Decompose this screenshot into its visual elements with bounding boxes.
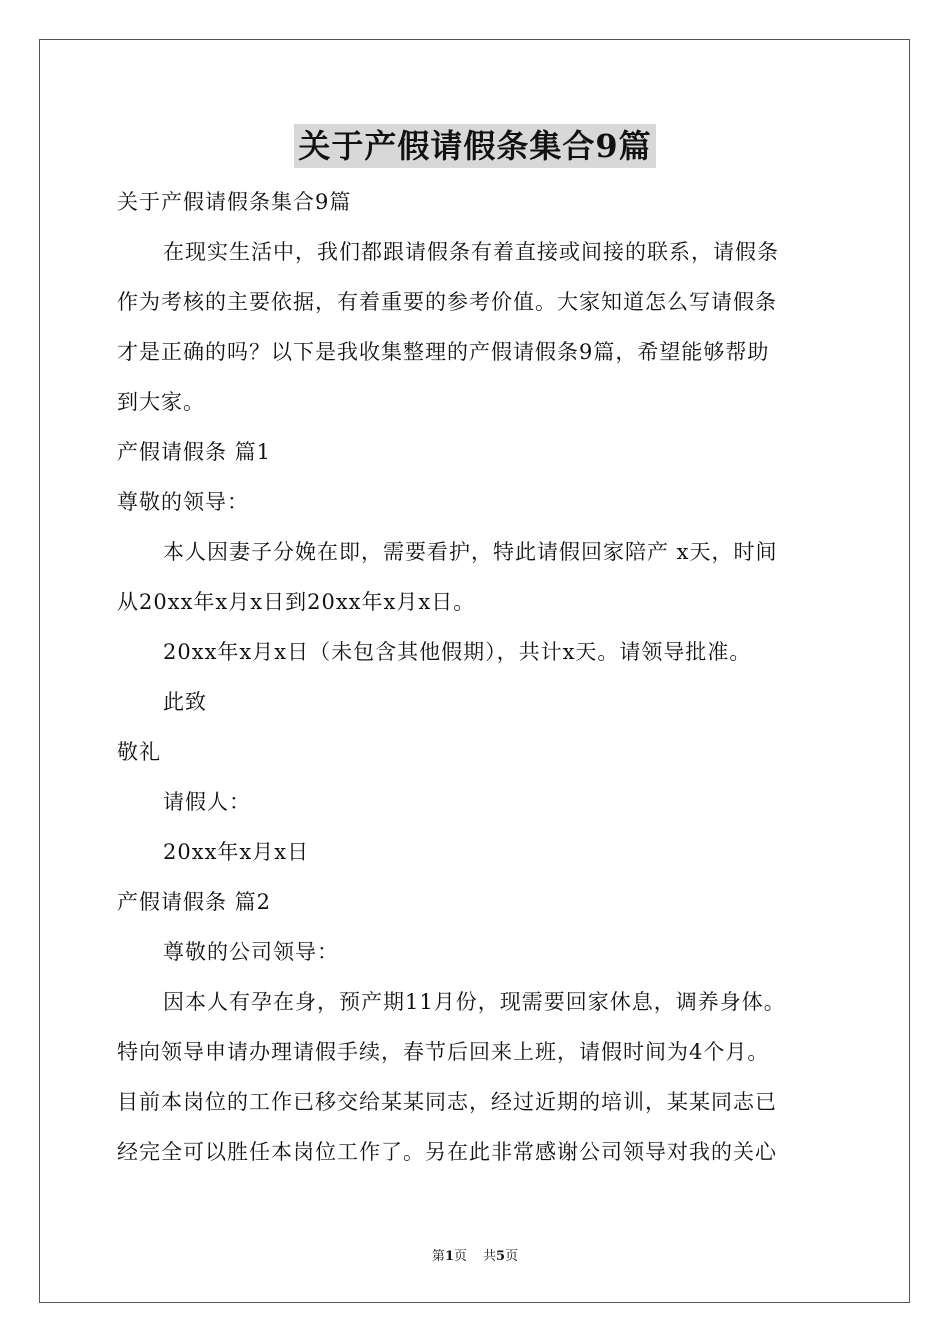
text-line: 才是正确的吗？以下是我收集整理的产假请假条9篇，希望能够帮助 — [117, 340, 770, 364]
text-line: 尊敬的领导： — [117, 490, 249, 514]
text-line: 尊敬的公司领导： — [163, 940, 339, 964]
text-line: 到大家。 — [117, 390, 205, 414]
text-line: 20xx年x月x日 — [163, 840, 310, 864]
total-label-prefix: 共 — [483, 1249, 497, 1264]
text-line: 产假请假条 篇1 — [117, 440, 272, 464]
page-label-prefix: 第 — [431, 1249, 445, 1264]
text-line: 在现实生活中，我们都跟请假条有着直接或间接的联系，请假条 — [163, 240, 779, 264]
page-number: 1 — [444, 1249, 454, 1264]
page-footer — [0, 1248, 950, 1266]
title-wrap — [0, 124, 950, 168]
text-line: 本人因妻子分娩在即，需要看护，特此请假回家陪产 x天，时间 — [163, 540, 778, 564]
text-line: 产假请假条 篇2 — [117, 890, 272, 914]
document-title: 关于产假请假条集合9篇 — [294, 124, 655, 168]
text-line: 目前本岗位的工作已移交给某某同志，经过近期的培训，某某同志已 — [117, 1090, 777, 1114]
text-line: 作为考核的主要依据，有着重要的参考价值。大家知道怎么写请假条 — [117, 290, 777, 314]
text-line: 从20xx年x月x日到20xx年x月x日。 — [117, 590, 476, 614]
text-line: 经完全可以胜任本岗位工作了。另在此非常感谢公司领导对我的关心 — [117, 1140, 777, 1164]
page-total: 5 — [496, 1249, 506, 1264]
text-line: 请假人： — [163, 790, 251, 814]
page-label-suffix: 页 — [453, 1249, 467, 1264]
text-line: 因本人有孕在身，预产期11月份，现需要回家休息，调养身体。 — [163, 990, 786, 1014]
text-line: 20xx年x月x日（未包含其他假期），共计x天。请领导批准。 — [163, 640, 752, 664]
text-line: 特向领导申请办理请假手续，春节后回来上班，请假时间为4个月。 — [117, 1040, 770, 1064]
text-line: 此致 — [163, 690, 207, 714]
text-line: 关于产假请假条集合9篇 — [117, 190, 352, 214]
text-line: 敬礼 — [117, 740, 161, 764]
total-label-suffix: 页 — [505, 1249, 519, 1264]
document-body — [117, 177, 857, 1177]
